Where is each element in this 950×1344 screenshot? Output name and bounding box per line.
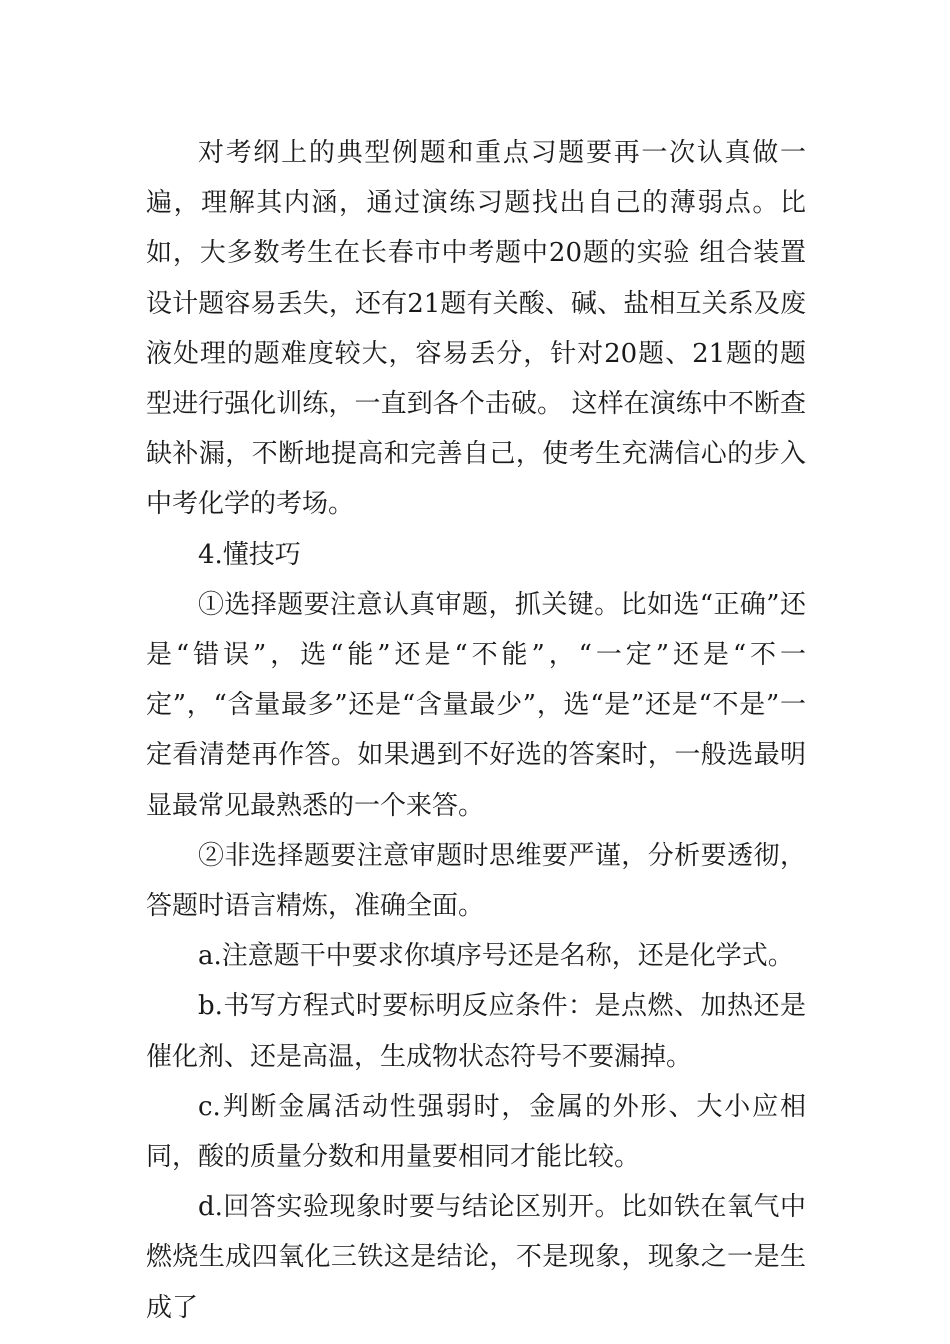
list-item-d: d.回答实验现象时要与结论区别开。比如铁在氧气中燃烧生成四氧化三铁这是结论，不是现象，现象之一是生成了 [146,1192,806,1323]
paragraph-multiple-choice-tips: ①选择题要注意认真审题，抓关键。比如选“正确”还是“错误”，选“能”还是“不能”，“一定”还是“不一定”，“含量最多”还是“含量最少”，选“是”还是“不是”一定看清楚再作答。如果遇到不好选的答案时，一般选最明显最常见最熟悉的一个来答。 [146,589,806,821]
list-item-a: a.注意题干中要求你填序号还是名称，还是化学式。 [198,941,794,972]
paragraph-practice-review: 对考纲上的典型例题和重点习题要再一次认真做一遍，理解其内涵，通过演练习题找出自己的薄弱点。比如，大多数考生在长春市中考题中20题的实验 组合装置设计题容易丢失，还有21题有关酸、碱、盐相互关系及废液处理的题难度较大，容易丢分，针对20题、21题的题型进行强化训练，一直到各个击破。 这样在演练中不断查缺补漏，不断地提高和完善自己，使考生充满信心的步入中考化学的考场。 [146,138,806,520]
list-item-c: c.判断金属活动性强弱时，金属的外形、大小应相同，酸的质量分数和用量要相同才能比较。 [146,1091,806,1173]
list-item-b: b.书写方程式时要标明反应条件：是点燃、加热还是催化剂、还是高温，生成物状态符号不要漏掉。 [146,991,806,1072]
section-heading-techniques: 4.懂技巧 [198,539,301,570]
paragraph-non-choice-tips: ②非选择题要注意审题时思维要严谨，分析要透彻，答题时语言精炼，准确全面。 [146,840,806,922]
document-body [146,128,806,1333]
